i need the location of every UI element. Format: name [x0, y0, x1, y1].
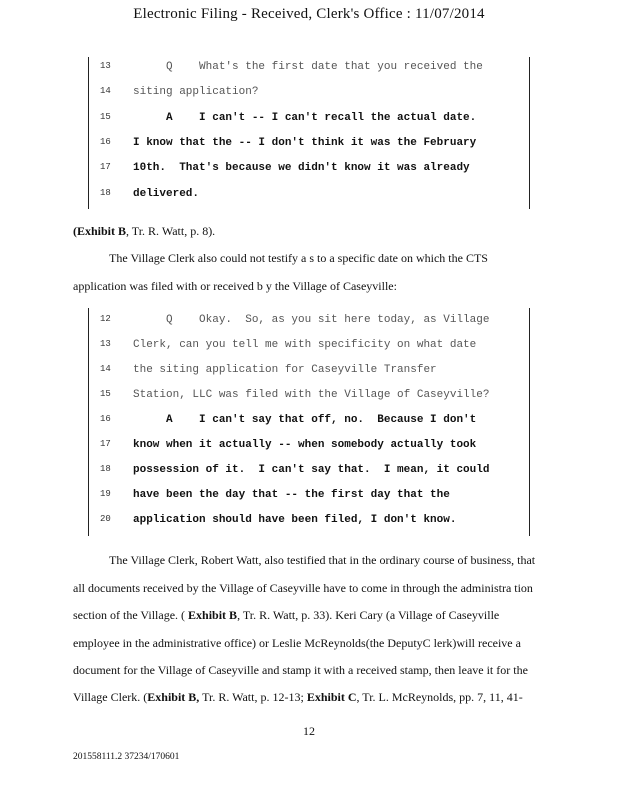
transcript-line	[89, 188, 529, 208]
line-number: 15	[100, 111, 111, 122]
paragraph-2-line-3	[73, 608, 545, 623]
transcript-text: Station, LLC was filed with the Village of Caseyville?	[133, 389, 490, 401]
paragraph-2-line-5: document for the Village of Caseyville and stamp it with a received stamp, then leave it for the	[73, 663, 528, 677]
line-number: 15	[100, 389, 111, 399]
line-number: 17	[100, 162, 111, 173]
transcript-text: A I can't -- I can't recall the actual date.	[133, 111, 477, 124]
transcript-line	[89, 514, 529, 534]
paragraph-1-line-1: The Village Clerk also could not testify a s to a specific date on which the CTS	[109, 251, 488, 265]
citation-detail: , Tr. R. Watt, p. 8).	[126, 224, 216, 238]
transcript-line	[89, 137, 529, 157]
text: section of the Village. (	[73, 608, 189, 622]
transcript-line	[89, 86, 529, 106]
paragraph-2-line-2: all documents received by the Village of Caseyville have to come in through the administra tion	[73, 581, 533, 595]
transcript-text: I know that the -- I don't think it was the February	[133, 136, 477, 149]
line-number: 13	[100, 339, 111, 349]
line-number: 18	[100, 464, 111, 474]
citation-1	[73, 224, 545, 239]
text: , Tr. L. McReynolds, pp. 7, 11, 41-	[356, 690, 523, 704]
transcript-line	[89, 339, 529, 359]
line-number: 17	[100, 439, 111, 449]
transcript-text: Q Okay. So, as you sit here today, as Village	[133, 314, 490, 326]
paragraph-1-line-2: application was filed with or received b y the Village of Caseyville:	[73, 279, 397, 293]
deposition-excerpt-2	[88, 308, 530, 536]
transcript-text: Q What's the first date that you received the	[133, 61, 483, 73]
line-number: 18	[100, 187, 111, 198]
line-number: 13	[100, 61, 111, 71]
paragraph-2-line-6	[73, 690, 545, 705]
document-id-footer: 201558111.2 37234/170601	[73, 752, 180, 762]
paragraph-2-line-4: employee in the administrative office) or Leslie McReynolds(the DeputyC lerk)will receive a	[73, 636, 521, 650]
text: Tr. R. Watt, p. 12-13;	[199, 690, 307, 704]
line-number: 20	[100, 514, 111, 524]
page-number: 12	[303, 724, 315, 738]
transcript-line	[89, 464, 529, 484]
transcript-line	[89, 112, 529, 132]
transcript-text: have been the day that -- the first day that the	[133, 489, 450, 501]
line-number: 16	[100, 136, 111, 147]
paragraph-2-line-1: The Village Clerk, Robert Watt, also testified that in the ordinary course of business, that	[109, 553, 536, 567]
deposition-excerpt-1	[88, 57, 530, 209]
transcript-line	[89, 389, 529, 409]
line-number: 12	[100, 314, 111, 324]
exhibit-ref: Exhibit B,	[147, 690, 200, 704]
transcript-text: possession of it. I can't say that. I mean, it could	[133, 464, 490, 476]
transcript-text: application should have been filed, I don't know.	[133, 514, 457, 526]
line-number: 16	[100, 414, 111, 424]
transcript-line	[89, 489, 529, 509]
transcript-text: delivered.	[133, 187, 200, 200]
transcript-text: know when it actually -- when somebody actually took	[133, 439, 477, 451]
transcript-text: Clerk, can you tell me with specificity on what date	[133, 339, 477, 351]
transcript-text: siting application?	[133, 86, 259, 99]
citation-exhibit: (Exhibit B	[73, 224, 127, 238]
transcript-line	[89, 414, 529, 434]
transcript-line	[89, 61, 529, 81]
line-number: 19	[100, 489, 111, 499]
exhibit-ref: Exhibit B	[188, 608, 238, 622]
transcript-text: 10th. That's because we didn't know it was already	[133, 162, 470, 175]
transcript-line	[89, 439, 529, 459]
transcript-line	[89, 162, 529, 182]
transcript-text: the siting application for Caseyville Transfer	[133, 364, 437, 376]
text: Village Clerk. (	[73, 690, 148, 704]
transcript-line	[89, 314, 529, 334]
text: , Tr. R. Watt, p. 33). Keri Cary (a Village of Caseyville	[237, 608, 500, 622]
line-number: 14	[100, 364, 111, 374]
transcript-line	[89, 364, 529, 384]
transcript-text: A I can't say that off, no. Because I don't	[133, 414, 477, 426]
line-number: 14	[100, 86, 111, 97]
exhibit-ref: Exhibit C	[306, 690, 357, 704]
filing-header: Electronic Filing - Received, Clerk's Office : 11/07/2014	[133, 6, 485, 22]
